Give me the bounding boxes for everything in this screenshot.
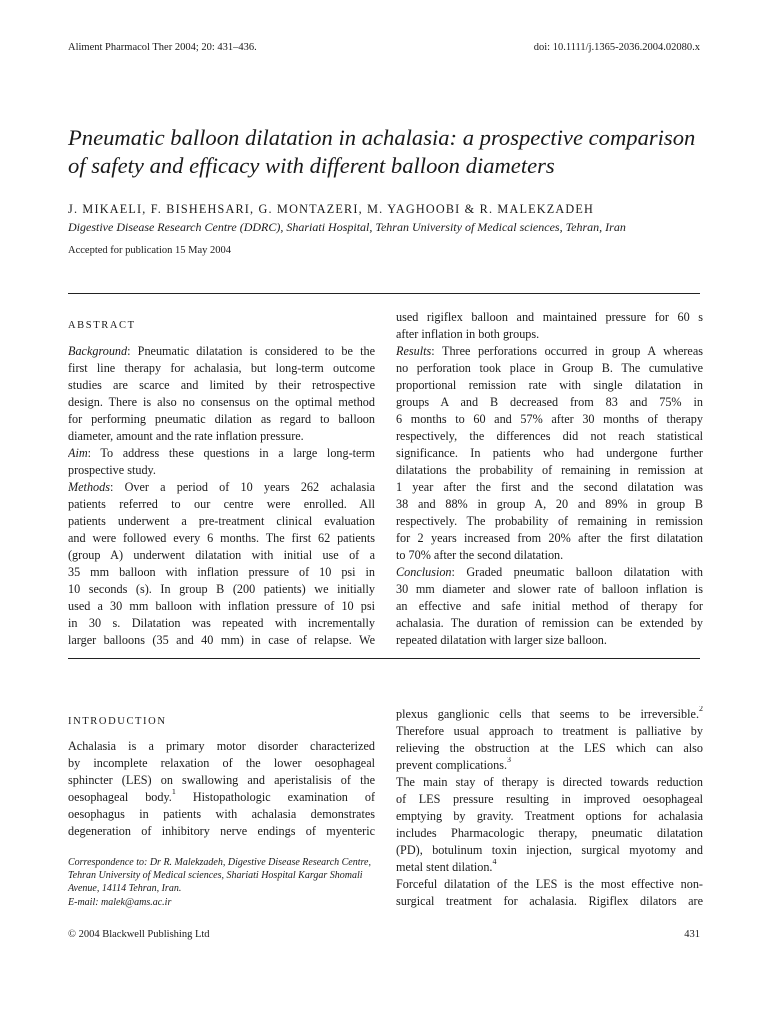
line-text: dilatations the probability of remaining in remission at <box>396 463 703 477</box>
paragraph-label: Conclusion <box>396 565 452 579</box>
text-line <box>396 774 703 791</box>
text-line <box>68 598 375 615</box>
line-text: for performing pneumatic dilation as regard to balloon <box>68 412 375 426</box>
text-line <box>396 445 703 462</box>
line-text: metal stent dilation. <box>396 860 493 874</box>
line-text: : Pneumatic dilatation is considered to be the <box>127 344 375 358</box>
line-text: oesophagus in patients with achalasia demonstrates <box>68 807 375 821</box>
text-line <box>68 445 375 462</box>
text-line <box>396 513 703 530</box>
line-text: respectively, the differences did not reach statistical <box>396 429 703 443</box>
text-line <box>396 825 703 842</box>
affiliation: Digestive Disease Research Centre (DDRC), Shariati Hospital, Tehran University of Medical sciences, Tehran, Iran <box>68 220 626 234</box>
line-text: 6 months to 60 and 57% after 30 months of therapy <box>396 412 703 426</box>
line-text: for 2 years increased from 20% after the first dilatation <box>396 531 703 545</box>
text-line <box>396 564 703 581</box>
text-line <box>396 859 703 876</box>
line-text: 1 year after the first and the second dilatation was <box>396 480 703 494</box>
article-title <box>68 124 708 180</box>
text-line <box>396 309 703 326</box>
text-line <box>68 496 375 513</box>
line-text: degeneration of inhibitory nerve endings of myenteric <box>68 824 375 838</box>
line-text: studies are scarce and limited by their retrospective <box>68 378 375 392</box>
text-line <box>396 598 703 615</box>
paragraph-label: Results <box>396 344 432 358</box>
title-line: Pneumatic balloon dilatation in achalasia: a prospective comparison <box>68 125 696 150</box>
line-text: patients underwent a pre-treatment clinical evaluation <box>68 514 375 528</box>
introduction-column-left <box>68 738 375 840</box>
line-text: : To address these questions in a large long-term <box>87 446 375 460</box>
text-line <box>396 394 703 411</box>
title-line: of safety and efficacy with different balloon diameters <box>68 153 555 178</box>
line-text: surgical treatment for achalasia. Rigiflex dilators are <box>396 894 703 908</box>
text-line <box>68 632 375 649</box>
line-text: larger balloons (35 and 40 mm) in case of relapse. We <box>68 633 375 647</box>
line-text: emptying by gravity. Treatment options for achalasia <box>396 809 703 823</box>
line-text: an effective and safe initial method of therapy for <box>396 599 703 613</box>
abstract-column-right <box>396 309 703 649</box>
line-text: : Over a period of 10 years 262 achalasia <box>109 480 375 494</box>
author-list: J. MIKAELI, F. BISHEHSARI, G. MONTAZERI, M. YAGHOOBI & R. MALEKZADEH <box>68 202 595 216</box>
text-line <box>396 706 703 723</box>
page-number: 431 <box>684 929 700 940</box>
text-line <box>396 615 703 632</box>
text-line <box>68 755 375 772</box>
text-line <box>68 789 375 806</box>
line-text: proportional remission rate with single dilatation in <box>396 378 703 392</box>
text-line <box>68 377 375 394</box>
line-text: used rigiflex balloon and maintained pressure for 60 s <box>396 310 703 324</box>
journal-reference: Aliment Pharmacol Ther 2004; 20: 431–436. <box>68 42 257 53</box>
line-text: 30 mm diameter and slower rate of balloon inflation is <box>396 582 703 596</box>
text-line <box>396 479 703 496</box>
text-line <box>396 360 703 377</box>
citation-reference: 3 <box>507 757 512 764</box>
line-text: repeated dilatation with larger size balloon. <box>396 633 607 647</box>
line-text: relieving the obstruction at the LES which can also <box>396 741 703 755</box>
line-text: by incomplete relaxation of the lower oesophageal <box>68 756 375 770</box>
text-line <box>68 806 375 823</box>
doi-identifier: doi: 10.1111/j.1365-2036.2004.02080.x <box>533 42 700 53</box>
text-line <box>396 723 703 740</box>
correspondence-line: Correspondence to: Dr R. Malekzadeh, Digestive Disease Research Centre, <box>68 857 371 868</box>
line-text: respectively. The probability of remaining in remission <box>396 514 703 528</box>
text-line <box>68 411 375 428</box>
line-text: plexus ganglionic cells that seems to be irreversible. <box>396 707 699 721</box>
line-text: groups A and B decreased from 83 and 75% in <box>396 395 703 409</box>
line-text: includes Pharmacologic therapy, pneumatic dilatation <box>396 826 703 840</box>
text-line <box>396 547 703 564</box>
line-text: 35 mm balloon with inflation pressure of 10 psi in <box>68 565 375 579</box>
abstract-column-left <box>68 343 375 649</box>
paragraph-label: Background <box>68 344 128 358</box>
abstract-top-rule <box>68 293 700 294</box>
line-text: after inflation in both groups. <box>396 327 540 341</box>
text-line <box>68 547 375 564</box>
line-text: Achalasia is a primary motor disorder characterized <box>68 739 375 753</box>
line-text: significance. In patients who had undergone further <box>396 446 703 460</box>
line-text: first line therapy for achalasia, but long-term outcome <box>68 361 375 375</box>
line-text: 10 seconds (s). In group B (200 patients) we initially <box>68 582 375 596</box>
text-line <box>396 428 703 445</box>
line-text: 38 and 88% in group A, 20 and 89% in group B <box>396 497 703 511</box>
line-text: in 30 s. Dilatation was repeated with incrementally <box>68 616 375 630</box>
text-line <box>68 615 375 632</box>
text-line <box>396 842 703 859</box>
text-line <box>68 394 375 411</box>
paragraph-label: Methods <box>68 480 110 494</box>
line-text: diameter, amount and the rate inflation pressure. <box>68 429 304 443</box>
text-line <box>68 772 375 789</box>
line-text: used a 30 mm balloon with inflation pressure of 10 psi <box>68 599 375 613</box>
line-text: Therefore usual approach to treatment is palliative by <box>396 724 703 738</box>
line-text: design. There is also no consensus on the optimal method <box>68 395 375 409</box>
text-line <box>396 411 703 428</box>
text-line <box>68 360 375 377</box>
line-text: prevent complications. <box>396 758 508 772</box>
line-text: The main stay of therapy is directed towards reduction <box>396 775 703 789</box>
line-text: patients referred to our centre were enrolled. All <box>68 497 375 511</box>
line-text: Forceful dilatation of the LES is the most effective non- <box>396 877 703 891</box>
text-line <box>396 893 703 910</box>
text-line <box>396 343 703 360</box>
text-line <box>68 343 375 360</box>
text-line <box>396 496 703 513</box>
introduction-heading: INTRODUCTION <box>68 716 167 727</box>
correspondence-line: Avenue, 14114 Tehran, Iran. <box>68 883 182 895</box>
text-line <box>396 326 703 343</box>
text-line <box>68 581 375 598</box>
line-text: achalasia. The duration of remission can be extended by <box>396 616 703 630</box>
text-line <box>68 462 375 479</box>
text-line <box>396 876 703 893</box>
correspondence-line: Tehran University of Medical sciences, Shariati Hospital Kargar Shomali <box>68 870 363 882</box>
accepted-date: Accepted for publication 15 May 2004 <box>68 245 231 256</box>
abstract-bottom-rule <box>68 658 700 659</box>
line-text: : Three perforations occurred in group A whereas <box>431 344 703 358</box>
text-line <box>68 823 375 840</box>
line-text: prospective study. <box>68 463 156 477</box>
line-text: (PD), botulinum toxin injection, surgical myotomy and <box>396 843 703 857</box>
text-line <box>396 462 703 479</box>
line-text: to 70% after the second dilatation. <box>396 548 564 562</box>
line-text: (group A) underwent dilatation with initial use of a <box>68 548 375 562</box>
text-line <box>396 740 703 757</box>
line-text: sphincter (LES) on swallowing and aperistalisis of the <box>68 773 375 787</box>
text-line <box>68 428 375 445</box>
line-text: no perforation took place in Group B. The cumulative <box>396 361 703 375</box>
text-line <box>396 581 703 598</box>
line-text: oesophageal body. <box>68 790 172 804</box>
text-line <box>68 564 375 581</box>
line-text: : Graded pneumatic balloon dilatation with <box>451 565 703 579</box>
text-line <box>396 632 703 649</box>
abstract-heading: ABSTRACT <box>68 320 136 331</box>
text-line <box>396 757 703 774</box>
line-text: Histopathologic examination of <box>175 790 375 804</box>
text-line <box>68 513 375 530</box>
citation-reference: 4 <box>492 859 497 866</box>
text-line <box>68 530 375 547</box>
introduction-column-right <box>396 706 703 910</box>
copyright-notice: © 2004 Blackwell Publishing Ltd <box>68 929 210 940</box>
text-line <box>396 791 703 808</box>
text-line <box>396 530 703 547</box>
paragraph-label: Aim <box>68 446 88 460</box>
line-text: of LES pressure resulting in improved oesophageal <box>396 792 703 806</box>
text-line <box>396 377 703 394</box>
correspondence-note <box>68 856 375 909</box>
citation-reference: 2 <box>699 706 703 713</box>
text-line <box>68 479 375 496</box>
correspondence-email: E-mail: malek@ams.ac.ir <box>68 896 172 908</box>
text-line <box>68 738 375 755</box>
citation-reference: 1 <box>171 789 176 796</box>
line-text: and were followed every 6 months. The first 62 patients <box>68 531 375 545</box>
text-line <box>396 808 703 825</box>
